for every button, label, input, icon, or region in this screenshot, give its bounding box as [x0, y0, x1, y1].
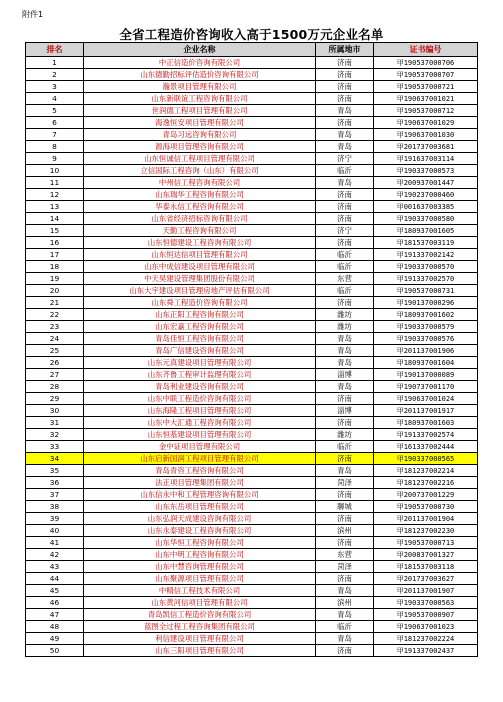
city-cell: 滨州 — [316, 597, 374, 609]
city-cell: 济南 — [316, 417, 374, 429]
city-cell: 济南 — [316, 573, 374, 585]
company-name-cell: 山东正阳工程咨询有限公司 — [84, 309, 316, 321]
certificate-cell: 甲190337000576 — [374, 333, 478, 345]
rank-cell: 2 — [26, 69, 84, 81]
header-company-name: 企业名称 — [84, 43, 316, 57]
rank-cell: 31 — [26, 417, 84, 429]
company-name-cell: 山东恒达信项目管理有限公司 — [84, 249, 316, 261]
certificate-cell: 甲181537003118 — [374, 561, 478, 573]
city-cell: 济宁 — [316, 225, 374, 237]
table-row — [26, 465, 478, 477]
company-name-cell: 世润德工程项目管理有限公司 — [84, 105, 316, 117]
rank-cell: 46 — [26, 597, 84, 609]
company-name-cell: 法正项目管理集团有限公司 — [84, 477, 316, 489]
city-cell: 聊城 — [316, 501, 374, 513]
rank-cell: 45 — [26, 585, 84, 597]
table-row — [26, 561, 478, 573]
certificate-cell: 甲190537000731 — [374, 285, 478, 297]
company-name-cell: 山东新联谊工程咨询有限公司 — [84, 93, 316, 105]
company-name-cell: 山东聚源项目管理有限公司 — [84, 573, 316, 585]
rank-cell: 47 — [26, 609, 84, 621]
city-cell: 临沂 — [316, 261, 374, 273]
table-row — [26, 489, 478, 501]
city-cell: 青岛 — [316, 177, 374, 189]
table-row — [26, 441, 478, 453]
city-cell: 菏泽 — [316, 477, 374, 489]
table-row — [26, 117, 478, 129]
table-row — [26, 537, 478, 549]
rank-cell: 16 — [26, 237, 84, 249]
city-cell: 青岛 — [316, 609, 374, 621]
company-name-cell: 源海项目管理咨询有限公司 — [84, 141, 316, 153]
rank-cell: 3 — [26, 81, 84, 93]
table-row — [26, 393, 478, 405]
company-name-cell: 山东黄河信项目管理有限公司 — [84, 597, 316, 609]
table-row — [26, 165, 478, 177]
certificate-cell: 甲190337000563 — [374, 597, 478, 609]
rank-cell: 44 — [26, 573, 84, 585]
rank-cell: 35 — [26, 465, 84, 477]
certificate-cell: 甲190337000573 — [374, 165, 478, 177]
table-row — [26, 69, 478, 81]
company-name-cell: 山东瑞华工程咨询有限公司 — [84, 189, 316, 201]
company-name-cell: 华泰永信工程咨询有限公司 — [84, 201, 316, 213]
table-row — [26, 573, 478, 585]
rank-cell: 38 — [26, 501, 84, 513]
rank-cell: 41 — [26, 537, 84, 549]
certificate-cell: 甲191337002570 — [374, 273, 478, 285]
rank-cell: 12 — [26, 189, 84, 201]
company-name-cell: 山东省经济招标咨询有限公司 — [84, 213, 316, 225]
rank-cell: 18 — [26, 261, 84, 273]
table-row — [26, 309, 478, 321]
rank-cell: 9 — [26, 153, 84, 165]
table-row — [26, 549, 478, 561]
certificate-cell: 甲180937001604 — [374, 357, 478, 369]
company-name-cell: 立信国际工程咨询（山东）有限公司 — [84, 165, 316, 177]
table-row — [26, 453, 478, 465]
certificate-cell: 甲190637001030 — [374, 129, 478, 141]
table-row — [26, 609, 478, 621]
rank-cell: 40 — [26, 525, 84, 537]
company-name-cell: 山东中大汇通工程咨询有限公司 — [84, 417, 316, 429]
city-cell: 济南 — [316, 645, 374, 657]
header-certificate-no: 证书编号 — [374, 43, 478, 57]
table-row — [26, 201, 478, 213]
table-row — [26, 57, 478, 69]
rank-cell: 19 — [26, 273, 84, 285]
certificate-cell: 甲190637001024 — [374, 393, 478, 405]
city-cell: 青岛 — [316, 105, 374, 117]
table-row — [26, 525, 478, 537]
certificate-cell: 甲201137001917 — [374, 405, 478, 417]
table-row — [26, 597, 478, 609]
certificate-cell: 甲190537000706 — [374, 57, 478, 69]
city-cell: 济南 — [316, 537, 374, 549]
certificate-cell: 甲191337002437 — [374, 645, 478, 657]
rank-cell: 22 — [26, 309, 84, 321]
company-name-cell: 中天昊建设管理集团股份有限公司 — [84, 273, 316, 285]
table-row — [26, 141, 478, 153]
city-cell: 青岛 — [316, 345, 374, 357]
table-row — [26, 405, 478, 417]
certificate-cell: 甲201137001904 — [374, 513, 478, 525]
city-cell: 济南 — [316, 69, 374, 81]
table-row — [26, 153, 478, 165]
city-cell: 潍坊 — [316, 309, 374, 321]
rank-cell: 39 — [26, 513, 84, 525]
company-name-cell: 青岛广信建设咨询有限公司 — [84, 345, 316, 357]
table-row — [26, 213, 478, 225]
rank-cell: 15 — [26, 225, 84, 237]
certificate-cell: 甲190137000296 — [374, 297, 478, 309]
table-row — [26, 261, 478, 273]
city-cell: 济南 — [316, 93, 374, 105]
company-name-cell: 山东齐鲁工程审计监理有限公司 — [84, 369, 316, 381]
city-cell: 青岛 — [316, 465, 374, 477]
table-row — [26, 477, 478, 489]
company-name-cell: 山东东岳项目管理有限公司 — [84, 501, 316, 513]
city-cell: 东营 — [316, 549, 374, 561]
company-name-cell: 山东元真建设项目管理有限公司 — [84, 357, 316, 369]
rank-cell: 8 — [26, 141, 84, 153]
table-body — [26, 57, 478, 657]
certificate-cell: 甲191637003114 — [374, 153, 478, 165]
city-cell: 潍坊 — [316, 321, 374, 333]
table-row — [26, 273, 478, 285]
rank-cell: 48 — [26, 621, 84, 633]
certificate-cell: 甲190637001021 — [374, 93, 478, 105]
company-name-cell: 山东大宇建设项目管理房地产评估有限公司 — [84, 285, 316, 297]
company-name-cell: 青岛利业建设咨询有限公司 — [84, 381, 316, 393]
city-cell: 潍坊 — [316, 429, 374, 441]
table-row — [26, 237, 478, 249]
certificate-cell: 甲200837001327 — [374, 549, 478, 561]
rank-cell: 26 — [26, 357, 84, 369]
table-row — [26, 177, 478, 189]
rank-cell: 42 — [26, 549, 84, 561]
certificate-cell: 甲190337000565 — [374, 453, 478, 465]
company-name-cell: 山东中慧咨询管理有限公司 — [84, 561, 316, 573]
rank-cell: 14 — [26, 213, 84, 225]
table-row — [26, 633, 478, 645]
city-cell: 东营 — [316, 273, 374, 285]
city-cell: 青岛 — [316, 633, 374, 645]
company-name-cell: 山东海隆工程项目管理有限公司 — [84, 405, 316, 417]
rank-cell: 13 — [26, 201, 84, 213]
rank-cell: 28 — [26, 381, 84, 393]
city-cell: 临沂 — [316, 285, 374, 297]
city-cell: 济南 — [316, 297, 374, 309]
rank-cell: 21 — [26, 297, 84, 309]
company-name-cell: 山东华恒工程咨询有限公司 — [84, 537, 316, 549]
city-cell: 济宁 — [316, 153, 374, 165]
certificate-cell: 甲181237002224 — [374, 633, 478, 645]
certificate-cell: 甲181237002214 — [374, 465, 478, 477]
rank-cell: 11 — [26, 177, 84, 189]
certificate-cell: 甲201137001906 — [374, 345, 478, 357]
table-row — [26, 129, 478, 141]
table-row — [26, 429, 478, 441]
table-row — [26, 225, 478, 237]
certificate-cell: 甲190537000730 — [374, 501, 478, 513]
certificate-cell: 甲190537000907 — [374, 609, 478, 621]
table-row — [26, 345, 478, 357]
certificate-cell: 甲181537003119 — [374, 237, 478, 249]
certificate-cell: 甲190337000579 — [374, 321, 478, 333]
table-row — [26, 321, 478, 333]
table-row — [26, 333, 478, 345]
company-name-cell: 山东中联工程造价咨询有限公司 — [84, 393, 316, 405]
city-cell: 济南 — [316, 489, 374, 501]
company-name-cell: 山东启新国润工程项目管理有限公司 — [84, 453, 316, 465]
city-cell: 济南 — [316, 81, 374, 93]
city-cell: 济南 — [316, 513, 374, 525]
certificate-cell: 甲191337002142 — [374, 249, 478, 261]
city-cell: 淄博 — [316, 369, 374, 381]
table-row — [26, 621, 478, 633]
city-cell: 青岛 — [316, 333, 374, 345]
table-row — [26, 93, 478, 105]
certificate-cell: 甲190637001023 — [374, 621, 478, 633]
rank-cell: 33 — [26, 441, 84, 453]
table-row — [26, 249, 478, 261]
company-name-cell: 山东中明工程咨询有限公司 — [84, 549, 316, 561]
rank-cell: 7 — [26, 129, 84, 141]
company-name-cell: 山东弘润天成建设咨询有限公司 — [84, 513, 316, 525]
company-name-cell: 山东恒基建设项目管理有限公司 — [84, 429, 316, 441]
rank-cell: 29 — [26, 393, 84, 405]
city-cell: 临沂 — [316, 249, 374, 261]
company-name-cell: 山东永泰建设工程咨询有限公司 — [84, 525, 316, 537]
company-table — [25, 42, 478, 657]
certificate-cell: 甲201737003681 — [374, 141, 478, 153]
rank-cell: 43 — [26, 561, 84, 573]
table-row — [26, 105, 478, 117]
company-name-cell: 天勤工程咨询有限公司 — [84, 225, 316, 237]
company-name-cell: 山东舜工程造价咨询有限公司 — [84, 297, 316, 309]
company-name-cell: 蓝图全过程工程咨询集团有限公司 — [84, 621, 316, 633]
company-name-cell: 中州信工程咨询有限公司 — [84, 177, 316, 189]
rank-cell: 20 — [26, 285, 84, 297]
rank-cell: 50 — [26, 645, 84, 657]
rank-cell: 24 — [26, 333, 84, 345]
page-title: 全省工程造价咨询收入高于1500万元企业名单 — [119, 27, 384, 42]
company-name-cell: 山东三阳项目管理有限公司 — [84, 645, 316, 657]
table-row — [26, 189, 478, 201]
certificate-cell: 甲190537000713 — [374, 537, 478, 549]
rank-cell: 32 — [26, 429, 84, 441]
company-name-cell: 利信建设项目管理有限公司 — [84, 633, 316, 645]
city-cell: 济南 — [316, 189, 374, 201]
table-row — [26, 513, 478, 525]
company-name-cell: 金中证项目管理有限公司 — [84, 441, 316, 453]
rank-cell: 1 — [26, 57, 84, 69]
table-row — [26, 285, 478, 297]
city-cell: 菏泽 — [316, 561, 374, 573]
certificate-cell: 甲190337000580 — [374, 213, 478, 225]
company-name-cell: 海逸恒安项目管理有限公司 — [84, 117, 316, 129]
certificate-cell: 甲181237002216 — [374, 477, 478, 489]
city-cell: 滨州 — [316, 525, 374, 537]
city-cell: 济南 — [316, 57, 374, 69]
certificate-cell: 甲190637001029 — [374, 117, 478, 129]
certificate-cell: 甲001637003385 — [374, 201, 478, 213]
table-row — [26, 369, 478, 381]
city-cell: 济南 — [316, 213, 374, 225]
company-name-cell: 青岛习远咨询有限公司 — [84, 129, 316, 141]
table-row — [26, 645, 478, 657]
table-row — [26, 417, 478, 429]
city-cell: 济南 — [316, 453, 374, 465]
company-name-cell: 山东信永中和工程管理咨询有限公司 — [84, 489, 316, 501]
certificate-cell: 甲190337000570 — [374, 261, 478, 273]
certificate-cell: 甲200937001447 — [374, 177, 478, 189]
company-name-cell: 山东德勤招标评估造价咨询有限公司 — [84, 69, 316, 81]
attachment-label: 附件1 — [22, 10, 44, 19]
table-row — [26, 501, 478, 513]
city-cell: 临沂 — [316, 441, 374, 453]
company-name-cell: 瀚景项目管理有限公司 — [84, 81, 316, 93]
rank-cell: 25 — [26, 345, 84, 357]
table-row — [26, 585, 478, 597]
certificate-cell: 甲181237002230 — [374, 525, 478, 537]
city-cell: 临沂 — [316, 621, 374, 633]
company-name-cell: 青岛佳恒工程咨询有限公司 — [84, 333, 316, 345]
city-cell: 青岛 — [316, 381, 374, 393]
city-cell: 青岛 — [316, 357, 374, 369]
certificate-cell: 甲180937001602 — [374, 309, 478, 321]
rank-cell: 23 — [26, 321, 84, 333]
city-cell: 济南 — [316, 117, 374, 129]
rank-cell: 6 — [26, 117, 84, 129]
rank-cell: 5 — [26, 105, 84, 117]
city-cell: 济南 — [316, 237, 374, 249]
header-city: 所属地市 — [316, 43, 374, 57]
certificate-cell: 甲180937001603 — [374, 417, 478, 429]
table-row — [26, 381, 478, 393]
city-cell: 青岛 — [316, 129, 374, 141]
city-cell: 淄博 — [316, 405, 374, 417]
certificate-cell: 甲190537000707 — [374, 69, 478, 81]
city-cell: 青岛 — [316, 585, 374, 597]
rank-cell: 49 — [26, 633, 84, 645]
certificate-cell: 甲190537000712 — [374, 105, 478, 117]
rank-cell: 30 — [26, 405, 84, 417]
city-cell: 临沂 — [316, 165, 374, 177]
rank-cell: 36 — [26, 477, 84, 489]
company-name-cell: 山东恒诚信工程项目管理有限公司 — [84, 153, 316, 165]
rank-cell: 17 — [26, 249, 84, 261]
certificate-cell: 甲190737001170 — [374, 381, 478, 393]
header-rank: 排名 — [26, 43, 84, 57]
certificate-cell: 甲190237000460 — [374, 189, 478, 201]
rank-cell: 4 — [26, 93, 84, 105]
company-name-cell: 青岛青咨工程咨询有限公司 — [84, 465, 316, 477]
city-cell: 济南 — [316, 201, 374, 213]
rank-cell: 27 — [26, 369, 84, 381]
table-row — [26, 81, 478, 93]
certificate-cell: 甲190137000089 — [374, 369, 478, 381]
company-name-cell: 山东宏嘉工程咨询有限公司 — [84, 321, 316, 333]
certificate-cell: 甲190537000721 — [374, 81, 478, 93]
rank-cell: 10 — [26, 165, 84, 177]
city-cell: 青岛 — [316, 141, 374, 153]
company-name-cell: 青岛凯信工程造价咨询有限公司 — [84, 609, 316, 621]
certificate-cell: 甲201137001907 — [374, 585, 478, 597]
company-name-cell: 山东恒德建设工程咨询有限公司 — [84, 237, 316, 249]
table-header-row — [26, 43, 478, 57]
certificate-cell: 甲200737001229 — [374, 489, 478, 501]
table-row — [26, 357, 478, 369]
certificate-cell: 甲191337002574 — [374, 429, 478, 441]
rank-cell: 37 — [26, 489, 84, 501]
certificate-cell: 甲161337002444 — [374, 441, 478, 453]
certificate-cell: 甲201737003627 — [374, 573, 478, 585]
certificate-cell: 甲180937001605 — [374, 225, 478, 237]
city-cell: 济南 — [316, 393, 374, 405]
company-name-cell: 中精信工程技术有限公司 — [84, 585, 316, 597]
table-row — [26, 297, 478, 309]
company-name-cell: 中正信造价咨询有限公司 — [84, 57, 316, 69]
company-name-cell: 山东中成信建设项目管理有限公司 — [84, 261, 316, 273]
rank-cell: 34 — [26, 453, 84, 465]
